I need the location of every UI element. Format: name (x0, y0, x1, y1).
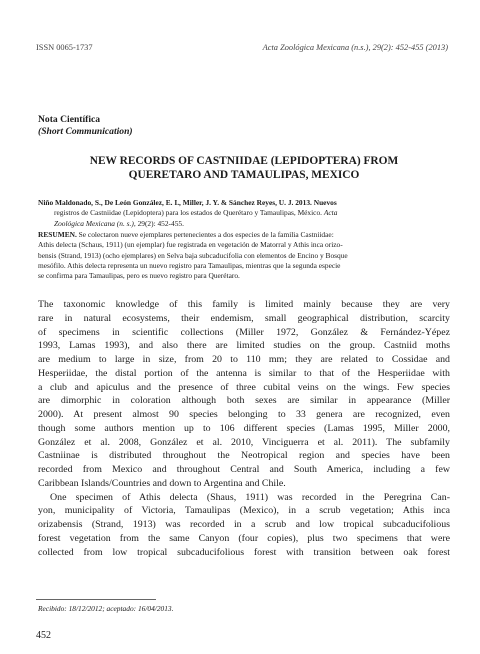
citation-line: registros de Castniidae (Lepidoptera) para los estados de Querétaro y Tamaulipas, México. (54, 208, 322, 218)
body-line: though some authors mention up to 106 different species (Lamas 1995, Miller 2000, (38, 422, 450, 434)
article-type (38, 114, 133, 138)
body-line: One specimen of Athis delecta (Shaus, 1911) was recorded in the Peregrina Can- (50, 491, 450, 503)
body-line: a club and apiculus and the presence of three cubital veins on the wings. Few species (38, 381, 450, 393)
journal-citation: Acta Zoológica Mexicana (n.s.), 29(2): 452-455 (2013) (262, 43, 448, 52)
abstract-line: mesófilo. Athis delecta representa un nuevo registro para Tamaulipas, mientras que la segunda especie (38, 260, 341, 270)
body-line: González et al. 2008, González et al. 2010, Vinciguerra et al. 2011). The subfamily (38, 436, 450, 448)
body-text (38, 298, 450, 559)
abstract-label: RESUMEN. (38, 230, 77, 239)
body-line: rare in natural ecosystems, their endemism, small geographical distribution, scarcity (38, 312, 450, 324)
body-line: 1993, Lamas 1993), and also there are limited studies on the group. Castniid moths (38, 340, 450, 352)
note-type: Nota Científica (38, 114, 101, 125)
title-line: QUERETARO AND TAMAULIPAS, MEXICO (128, 169, 360, 182)
abstract (38, 230, 450, 281)
body-line: yon, municipality of Victoria, Tamaulipas (Mexico), in a scrub vegetation; Athis inca (38, 505, 450, 517)
page-number: 452 (36, 630, 51, 641)
note-subtype: (Short Communication) (38, 126, 133, 138)
body-line: Castniinae is distributed throughout the Neotropical region and species have been (38, 450, 450, 462)
abstract-line: bensis (Strand, 1913) (ocho ejemplares) en Selva baja subcaducifolia con elementos de Encino y Bosque (38, 250, 348, 260)
body-line: orizabensis (Strand, 1913) was recorded in a scrub and low tropical subcaducifolious (38, 519, 450, 530)
citation-volume: 29(2): 452-455. (137, 218, 184, 228)
abstract-line: Se colectaron nueve ejemplares pertenecientes a dos especies de la familia Castniidae: (78, 230, 334, 239)
body-line: 2000). At present almost 90 species belonging to 33 genera are recognized, even (38, 409, 450, 420)
citation (38, 198, 450, 229)
issn: ISSN 0065-1737 (36, 43, 93, 52)
body-line: The taxonomic knowledge of this family is limited mainly because they are very (38, 299, 450, 310)
footnote-divider (36, 599, 156, 600)
abstract-line: Athis delecta (Schaus, 1911) (un ejemplar) fue registrada en vegetación de Matorral y Athis inca orizo- (38, 240, 343, 250)
body-line: recorded from Mexico and throughout Central and South America, including a few (38, 464, 450, 475)
body-line: Caribbean Islands/Countries and down to Argentina and Chile. (38, 477, 286, 489)
body-line: Hesperiidae, the distal portion of the antenna is similar to that of the Hesperiidae with (38, 367, 450, 379)
body-line: are dimorphic in coloration although both sexes are similar in appearance (Miller (38, 395, 450, 407)
article-title (38, 154, 450, 182)
citation-authors: Niño Maldonado, S., De León González, E. I., Miller, J. Y. & Sánchez Reyes, U. J. 2013. (38, 198, 312, 207)
citation-journal: Acta (323, 208, 338, 218)
abstract-line: se confirma para Tamaulipas, pero es nuevo registro para Querétaro. (38, 271, 240, 281)
citation-journal: Zoológica Mexicana (n. s.), (54, 218, 136, 228)
body-line: are medium to large in size, from 20 to 110 mm; they are related to Cossidae and (38, 354, 450, 365)
title-line: NEW RECORDS OF CASTNIIDAE (LEPIDOPTERA) FROM (89, 155, 399, 167)
body-line: collected from low tropical subcaducifolious forest with transition between oak forest (38, 546, 450, 558)
body-line: forest vegetation from the same Canyon (four copies), plus two specimens that were (38, 532, 450, 544)
body-line: of specimens in scientific collections (Miller 1972, González & Fernández-Yépez (38, 326, 450, 338)
citation-title-start: Nuevos (313, 198, 337, 207)
received-date: Recibido: 18/12/2012; aceptado: 16/04/2013. (38, 604, 174, 613)
